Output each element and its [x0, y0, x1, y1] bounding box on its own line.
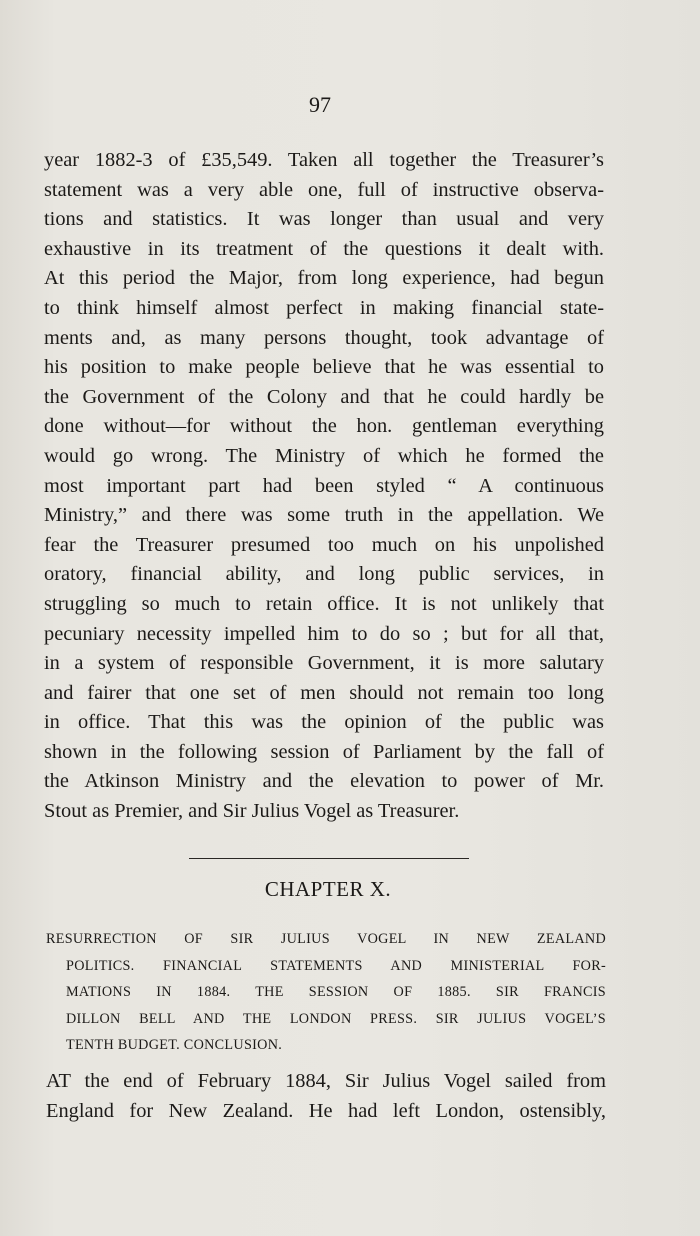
section-divider: [189, 858, 469, 859]
text-line: done without—for without the hon. gentleman everything: [44, 415, 604, 438]
summary-line: MATIONS IN 1884. THE SESSION OF 1885. SIR FRANCIS: [66, 984, 606, 1000]
text-line: England for New Zealand. He had left London, ostensibly,: [46, 1099, 606, 1122]
text-line: Ministry,” and there was some truth in the appellation. We: [44, 504, 604, 527]
text-line: oratory, financial ability, and long public services, in: [44, 563, 604, 586]
text-line: the Government of the Colony and that he could hardly be: [44, 385, 604, 408]
page-number: 97: [309, 92, 331, 117]
text-line: most important part had been styled “ A continuous: [44, 474, 604, 497]
text-line: the Atkinson Ministry and the elevation to power of Mr.: [44, 770, 604, 793]
text-line: shown in the following session of Parliament by the fall of: [44, 740, 604, 763]
text-line: exhaustive in its treatment of the questions it dealt with.: [44, 237, 604, 260]
chapter-heading: CHAPTER X.: [264, 877, 392, 901]
text-line: in a system of responsible Government, it is more salutary: [44, 652, 604, 675]
text-line: statement was a very able one, full of instructive observa-: [44, 178, 604, 201]
text-line: AT the end of February 1884, Sir Julius Vogel sailed from: [46, 1070, 606, 1092]
text-line: pecuniary necessity impelled him to do so ; but for all that,: [44, 622, 604, 645]
chapter-opening-paragraph: [46, 1067, 606, 1126]
text-line: fear the Treasurer presumed too much on his unpolished: [44, 533, 604, 556]
text-line: year 1882-3 of £35,549. Taken all together the Treasurer’s: [44, 149, 604, 171]
text-line: struggling so much to retain office. It is not unlikely that: [44, 592, 604, 615]
text-line: Stout as Premier, and Sir Julius Vogel as Treasurer.: [44, 800, 460, 823]
text-line: in office. That this was the opinion of the public was: [44, 711, 604, 734]
text-line: his position to make people believe that he was essential to: [44, 356, 604, 379]
text-line: ments and, as many persons thought, took advantage of: [44, 326, 604, 349]
summary-line: POLITICS. FINANCIAL STATEMENTS AND MINISTERIAL FOR-: [66, 957, 606, 974]
summary-line: DILLON BELL AND THE LONDON PRESS. SIR JULIUS VOGEL’S: [66, 1010, 606, 1027]
text-line: would go wrong. The Ministry of which he formed the: [44, 444, 604, 467]
summary-line: RESURRECTION OF SIR JULIUS VOGEL IN NEW ZEALAND: [46, 931, 606, 947]
text-line: At this period the Major, from long experience, had begun: [44, 267, 604, 290]
chapter-summary: [46, 926, 606, 1059]
text-line: to think himself almost perfect in making financial state-: [44, 296, 604, 319]
main-paragraph: [44, 146, 604, 827]
text-line: and fairer that one set of men should not remain too long: [44, 681, 604, 704]
summary-line: TENTH BUDGET. CONCLUSION.: [66, 1037, 283, 1053]
text-line: tions and statistics. It was longer than usual and very: [44, 208, 604, 231]
